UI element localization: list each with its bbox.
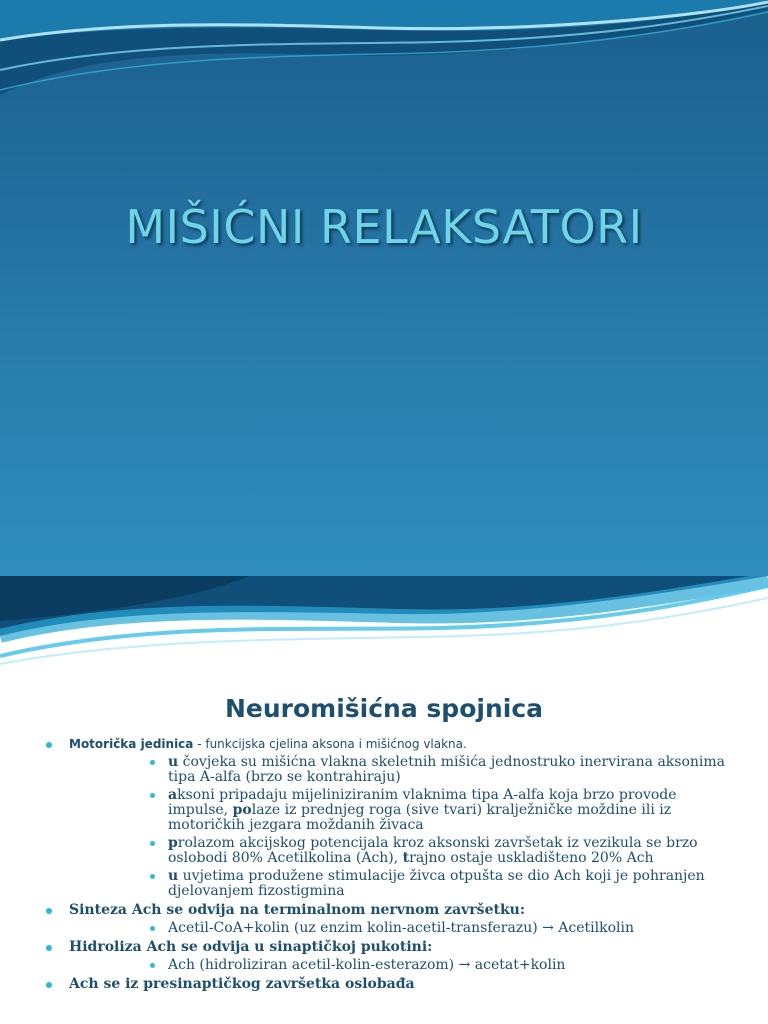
- item-lead-2: t: [402, 850, 410, 866]
- sub-list-item: [69, 958, 768, 973]
- item-text: čovjeka su mišićna vlakna skeletnih mišića jednostruko inervirana aksonima tipa A-alfa (brzo se kontrahiraju): [168, 754, 726, 785]
- bullet-icon: [150, 760, 155, 765]
- sub-list-item: [69, 755, 768, 785]
- list-item: [0, 902, 768, 936]
- item-lead: p: [168, 835, 178, 851]
- item-lead: a: [168, 787, 178, 803]
- sub-list-item: [69, 788, 768, 833]
- bullet-icon: [150, 841, 155, 846]
- item-text: ksoni pripadaju mijeliniziranim vlaknima tipa A-alfa koja brzo provode impulse,: [168, 787, 677, 818]
- bullet-icon: [46, 908, 52, 914]
- item-heading: Sinteza Ach se odvija na terminalnom nervnom završetku:: [69, 902, 525, 918]
- item-text-2: rajno ostaje uskladišteno 20% Ach: [409, 850, 654, 866]
- sub-list-item: [69, 921, 768, 936]
- slide-heading: Neuromišićna spojnica: [224, 694, 544, 723]
- wave-decoration-top: [0, 576, 768, 686]
- bullet-icon: [150, 793, 155, 798]
- sub-list-item: [69, 836, 768, 866]
- item-text: - funkcijska cjelina aksona i mišićnog vlakna.: [193, 737, 467, 751]
- item-heading: Motorička jedinica: [69, 737, 194, 751]
- bullet-list: [0, 736, 768, 995]
- list-item: [0, 976, 768, 993]
- item-text-2: laze iz prednjeg roga (sive tvari) kralježničke moždine ili iz motoričkih jezgara moždanih živaca: [168, 802, 672, 833]
- list-item: [0, 736, 768, 899]
- item-lead: u: [168, 754, 179, 770]
- item-text: uvjetima produžene stimulacije živca otpušta se dio Ach koji je pohranjen djelovanjem fizostigmina: [168, 868, 705, 899]
- item-text: Acetil-CoA+kolin (uz enzim kolin-acetil-transferazu) → Acetilkolin: [168, 920, 635, 936]
- list-item: [0, 939, 768, 973]
- item-lead-2: po: [232, 802, 252, 818]
- presentation-title: MIŠIĆNI RELAKSATORI: [125, 200, 643, 254]
- bullet-icon: [46, 742, 52, 748]
- item-lead: u: [168, 868, 179, 884]
- item-text: rolazom akcijskog potencijala kroz aksonski završetak iz vezikula se brzo oslobodi 80% Acetilkolina (Ach),: [168, 835, 698, 866]
- bullet-icon: [46, 945, 52, 951]
- item-heading: Hidroliza Ach se odvija u sinaptičkoj pukotini:: [69, 939, 433, 955]
- item-heading: Ach se iz presinaptičkog završetka oslobađa: [69, 976, 415, 992]
- content-slide: [0, 576, 768, 1024]
- bullet-icon: [46, 982, 52, 988]
- bullet-icon: [150, 926, 155, 931]
- item-text: Ach (hidroliziran acetil-kolin-esterazom) → acetat+kolin: [168, 957, 566, 973]
- bullet-icon: [150, 874, 155, 879]
- sub-list-item: [69, 869, 768, 899]
- bullet-icon: [150, 963, 155, 968]
